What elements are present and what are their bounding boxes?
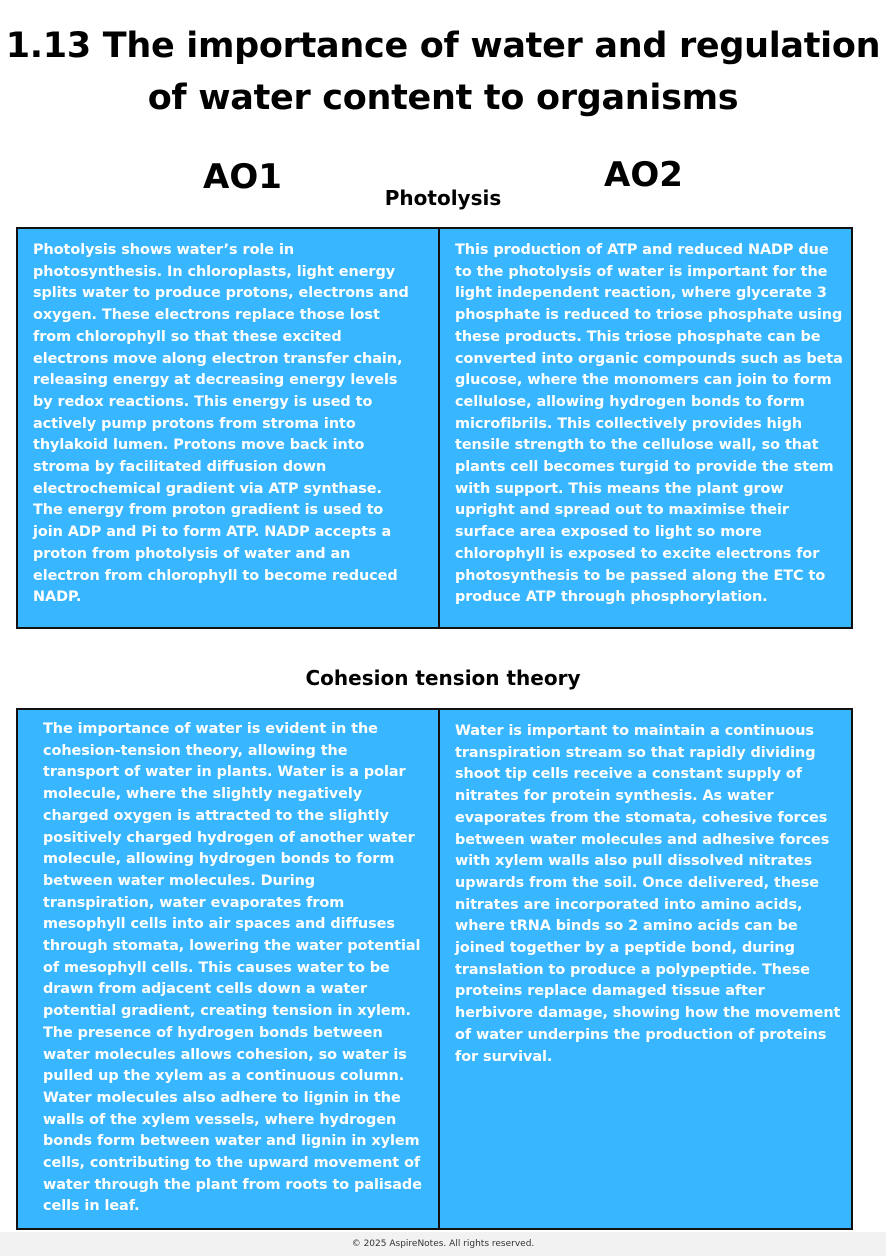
section-heading-cohesion-tension: Cohesion tension theory [305,666,581,690]
cohesion-ao1-cell: The importance of water is evident in the cohesion-tension theory, allowing the transport of water in plants. Water is a polar molecule, where the slightly negatively charged oxygen is attracted to the slightly positively charged hydrogen of another water molecule, allowing hydrogen bonds to form between water molecules. During transpiration, water evaporates from mesophyll cells into air spaces and diffuses through stomata, lowering the water potential of mesophyll cells. This causes water to be drawn from adjacent cells down a water potential gradient, creating tension in xylem. The presence of hydrogen bonds between water molecules allows cohesion, so water is pulled up the xylem as a continuous column. Water molecules also adhere to lignin in the walls of the xylem vessels, where hydrogen bonds form between water and lignin in xylem cells, contributing to the upward movement of water through the plant from roots to palisade cells in leaf. [18,710,440,1228]
section-heading-photolysis: Photolysis [384,186,502,210]
ao1-column-heading: AO1 [203,157,282,197]
page-title [0,20,886,124]
cohesion-ao2-cell: Water is important to maintain a continuous transpiration stream so that rapidly dividing shoot tip cells receive a constant supply of nitrates for protein synthesis. As water evaporates from the stomata, cohesive forces between water molecules and adhesive forces with xylem walls also pull dissolved nitrates upwards from the soil. Once delivered, these nitrates are incorporated into amino acids, where tRNA binds so 2 amino acids can be joined together by a peptide bond, during translation to produce a polypeptide. These proteins replace damaged tissue after herbivore damage, showing how the movement of water underpins the production of proteins for survival. [455,723,841,1065]
page-title-line-1: 1.13 The importance of water and regulation [5,26,881,66]
page-title-line-2: of water content to organisms [147,78,739,118]
photolysis-ao2-cell: This production of ATP and reduced NADP due to the photolysis of water is important for the light independent reaction, where glycerate 3 phosphate is reduced to triose phosphate using these products. This triose phosphate can be converted into organic compounds such as beta glucose, where the monomers can join to form cellulose, allowing hydrogen bonds to form microfibrils. This collectively provides high tensile strength to the cellulose wall, so that plants cell becomes turgid to provide the stem with support. This means the plant grow upright and spread out to maximise their surface area exposed to light so more chlorophyll is exposed to excite electrons for photosynthesis to be passed along the ETC to produce ATP through phosphorylation. [455,242,843,606]
copyright-footer: © 2025 AspireNotes. All rights reserved. [0,1232,886,1256]
ao2-column-heading: AO2 [604,155,683,195]
photolysis-ao1-cell: Photolysis shows water’s role in photosynthesis. In chloroplasts, light energy splits water to produce protons, electrons and oxygen. These electrons replace those lost from chlorophyll so that these excited electrons move along electron transfer chain, releasing energy at decreasing energy levels by redox reactions. This energy is used to actively pump protons from stroma into thylakoid lumen. Protons move back into stroma by facilitated diffusion down electrochemical gradient via ATP synthase. The energy from proton gradient is used to join ADP and Pi to form ATP. NADP accepts a proton from photolysis of water and an electron from chlorophyll to become reduced NADP. [18,229,440,627]
cohesion-tension-table [16,708,853,1230]
photolysis-table [16,227,853,629]
